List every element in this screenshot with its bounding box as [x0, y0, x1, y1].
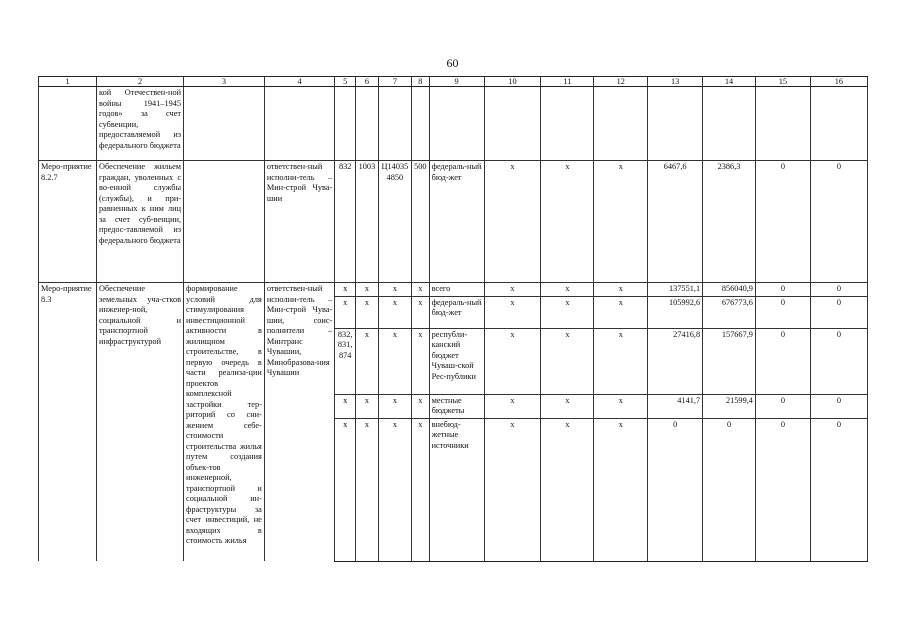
funding-source: внебюд-жетные источники [429, 418, 484, 561]
cell-rz: x [356, 283, 379, 297]
measure-code: Меро-приятие 8.2.7 [39, 161, 97, 283]
page-number: 60 [446, 56, 459, 70]
continuation-row [39, 87, 868, 161]
value-cell: 0 [755, 394, 810, 418]
cell-grbs: x [335, 296, 356, 328]
value-cell: 0 [755, 296, 810, 328]
value-cell: 27416,8 [648, 328, 703, 394]
measure-row-8-2-7 [39, 161, 868, 283]
col-header: 10 [484, 77, 541, 87]
value-cell: 0 [755, 418, 810, 561]
value-cell: 6467,6 [648, 161, 703, 283]
value-cell: x [594, 394, 648, 418]
cell-rz: x [356, 296, 379, 328]
value-cell: 0 [648, 418, 703, 561]
value-cell: x [484, 394, 541, 418]
cell-csr: x [378, 296, 411, 328]
funding-source: всего [429, 283, 484, 297]
cell-vr: x [411, 394, 429, 418]
value-cell: 137551,1 [648, 283, 703, 297]
value-cell: 21599,4 [703, 394, 756, 418]
value-cell: x [484, 418, 541, 561]
cell-rz: 1003 [356, 161, 379, 283]
value-cell: 0 [703, 418, 756, 561]
value-cell: 105992,6 [648, 296, 703, 328]
col-header: 8 [411, 77, 429, 87]
value-cell: 0 [810, 283, 867, 297]
value-cell: x [541, 394, 594, 418]
funding-source: федераль-ный бюд-жет [429, 161, 484, 283]
col-header: 6 [356, 77, 379, 87]
value-cell: x [594, 418, 648, 561]
cell-grbs: x [335, 394, 356, 418]
cell-grbs: x [335, 283, 356, 297]
value-cell: x [541, 296, 594, 328]
value-cell: 2386,3 [703, 161, 756, 283]
value-cell: 0 [810, 161, 867, 283]
value-cell: x [594, 161, 648, 283]
responsible-executor: ответствен-ный исполни-тель – Мин-строй Чува-шии, соис-полнители – Минтранс Чувашии, Минобразова-ния Чувашии [264, 283, 334, 562]
funding-source: федераль-ный бюд-жет [429, 296, 484, 328]
col-header: 3 [184, 77, 265, 87]
cell-grbs: 832, 831, 874 [335, 328, 356, 394]
cell-vr: 500 [411, 161, 429, 283]
funding-source: местные бюджеты [429, 394, 484, 418]
value-cell: x [484, 296, 541, 328]
cell-csr: x [378, 328, 411, 394]
col-header: 7 [378, 77, 411, 87]
col-header: 11 [541, 77, 594, 87]
responsible-executor: ответствен-ный исполни-тель – Мин-строй Чува-шии [264, 161, 334, 283]
cell-grbs: 832 [335, 161, 356, 283]
measure-name: кой Отечествен-ной войны 1941–1945 годов» за счет субвенции, предоставляемой из федерального бюджета [97, 87, 184, 161]
value-cell: 856040,9 [703, 283, 756, 297]
measure-name: Обеспечение земельных уча-стков инженер-ной, социальной и транспортной инфраструктурой [97, 283, 184, 562]
value-cell: x [541, 328, 594, 394]
value-cell: x [594, 328, 648, 394]
value-cell: 4141,7 [648, 394, 703, 418]
cell-rz: x [356, 328, 379, 394]
cell-csr: x [378, 283, 411, 297]
cell-grbs: x [335, 418, 356, 561]
cell-vr: x [411, 418, 429, 561]
col-header: 4 [264, 77, 334, 87]
cell-rz: x [356, 394, 379, 418]
value-cell: 676773,6 [703, 296, 756, 328]
col-header: 13 [648, 77, 703, 87]
cell-csr: x [378, 394, 411, 418]
measure-goal: формирование условий для стимулирования инвестиционной активности в жилищном строительстве, в первую очередь в части реализа-ции проектов комплексной застройки тер-риторий со сни-жением себе-стоимости строительства жилья путем создания объек-тов инженерной, транспортной и социальной ин-фраструктуры за счет инвестиций, не входящих в стоимость жилья [184, 283, 265, 562]
value-cell: 0 [810, 418, 867, 561]
value-cell: 0 [755, 161, 810, 283]
value-cell: x [541, 418, 594, 561]
value-cell: 0 [755, 328, 810, 394]
measure-code: Меро-приятие 8.3 [39, 283, 97, 562]
cell-vr: x [411, 283, 429, 297]
measure-name: Обеспечение жильем граждан, уволенных с во-енной службы (службы), и при-равненных к ним лиц за счет суб-венции, предос-тавляемой из федерального бюджета [97, 161, 184, 283]
value-cell: x [484, 161, 541, 283]
col-header: 15 [755, 77, 810, 87]
funding-source: республи-канский бюджет Чуваш-ской Рес-публики [429, 328, 484, 394]
value-cell: 0 [810, 296, 867, 328]
value-cell: x [484, 283, 541, 297]
column-number-row [39, 77, 868, 87]
value-cell: 0 [810, 394, 867, 418]
cell-rz: x [356, 418, 379, 561]
col-header: 12 [594, 77, 648, 87]
col-header: 14 [703, 77, 756, 87]
col-header: 5 [335, 77, 356, 87]
value-cell: 157667,9 [703, 328, 756, 394]
value-cell: x [484, 328, 541, 394]
col-header: 2 [97, 77, 184, 87]
cell-csr: Ц14035 4850 [378, 161, 411, 283]
measure-row-8-3 [39, 283, 868, 297]
cell-vr: x [411, 296, 429, 328]
value-cell: x [541, 161, 594, 283]
cell-vr: x [411, 328, 429, 394]
value-cell: x [541, 283, 594, 297]
program-table [38, 76, 868, 562]
value-cell: 0 [755, 283, 810, 297]
value-cell: 0 [810, 328, 867, 394]
cell-csr: x [378, 418, 411, 561]
col-header: 16 [810, 77, 867, 87]
value-cell: x [594, 283, 648, 297]
value-cell: x [594, 296, 648, 328]
col-header: 9 [429, 77, 484, 87]
col-header: 1 [39, 77, 97, 87]
